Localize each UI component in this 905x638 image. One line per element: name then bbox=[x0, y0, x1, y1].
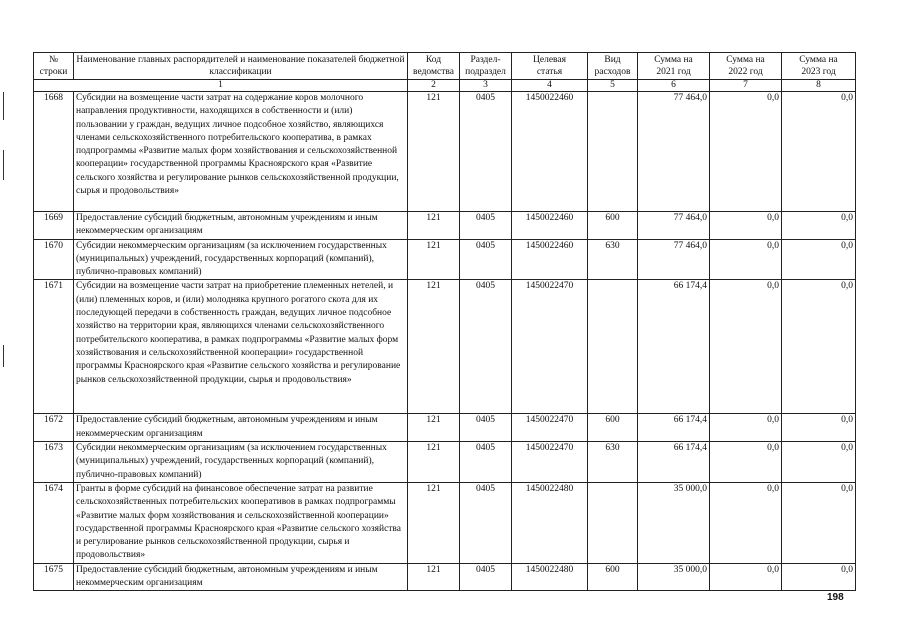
sum-2022-cell: 0,0 bbox=[710, 92, 782, 212]
sum-2021-cell: 66 174,4 bbox=[638, 442, 710, 483]
target-article-cell: 1450022480 bbox=[512, 482, 588, 563]
sum-2022-cell: 0,0 bbox=[710, 563, 782, 591]
expense-type-cell bbox=[588, 92, 638, 212]
row-number-cell: 1673 bbox=[34, 442, 74, 483]
header-sum-2023: Сумма на 2023 год bbox=[782, 53, 856, 80]
column-number: 1 bbox=[34, 80, 408, 92]
target-article-cell: 1450022470 bbox=[512, 442, 588, 483]
section-cell: 0405 bbox=[460, 239, 512, 280]
dept-code-cell: 121 bbox=[408, 442, 460, 483]
section-cell: 0405 bbox=[460, 442, 512, 483]
section-cell: 0405 bbox=[460, 563, 512, 591]
section-cell: 0405 bbox=[460, 280, 512, 414]
column-number: 6 bbox=[638, 80, 710, 92]
target-article-cell: 1450022480 bbox=[512, 563, 588, 591]
column-number: 2 bbox=[408, 80, 460, 92]
table-row bbox=[34, 563, 856, 591]
sum-2022-cell: 0,0 bbox=[710, 212, 782, 240]
column-number: 5 bbox=[588, 80, 638, 92]
sum-2023-cell: 0,0 bbox=[782, 563, 856, 591]
dept-code-cell: 121 bbox=[408, 239, 460, 280]
row-name-cell: Субсидии некоммерческим организациям (за исключением государственных (муниципальных) учреждений, государственных корпораций (компаний), публично-правовых компаний) bbox=[74, 239, 408, 280]
sum-2021-cell: 77 464,0 bbox=[638, 239, 710, 280]
margin-mark bbox=[3, 345, 4, 367]
budget-table bbox=[33, 52, 856, 591]
header-sum-2021: Сумма на 2021 год bbox=[638, 53, 710, 80]
table-body bbox=[34, 92, 856, 591]
row-number-cell: 1672 bbox=[34, 414, 74, 442]
sum-2023-cell: 0,0 bbox=[782, 212, 856, 240]
expense-type-cell: 600 bbox=[588, 414, 638, 442]
row-number-cell: 1675 bbox=[34, 563, 74, 591]
expense-type-cell bbox=[588, 280, 638, 414]
sum-2021-cell: 77 464,0 bbox=[638, 212, 710, 240]
sum-2023-cell: 0,0 bbox=[782, 414, 856, 442]
section-cell: 0405 bbox=[460, 92, 512, 212]
row-name-cell: Субсидии на возмещение части затрат на приобретение племенных нетелей, и (или) племенных коров, и (или) молодняка крупного рогатого скота для их последующей передачи в собственность граждан, ведущих личное подсобное хозяйство на территории края, являющихся членами сельскохозяйственного потребительского кооператива, в рамках подпрограммы «Развитие малых форм хозяйствования и сельскохозяйственной кооперации» государственной программы Красноярского края «Развитие сельского хозяйства и регулирование рынков сельскохозяйственной продукции, сырья и продовольствия» bbox=[74, 280, 408, 414]
dept-code-cell: 121 bbox=[408, 92, 460, 212]
expense-type-cell bbox=[588, 482, 638, 563]
expense-type-cell: 600 bbox=[588, 563, 638, 591]
row-number-cell: 1668 bbox=[34, 92, 74, 212]
header-section: Раздел- подраздел bbox=[460, 53, 512, 80]
expense-type-cell: 630 bbox=[588, 239, 638, 280]
row-name-cell: Гранты в форме субсидий на финансовое обеспечение затрат на развитие сельскохозяйственных потребительских кооперативов в рамках подпрограммы «Развитие малых форм хозяйствования и сельскохозяйственной кооперации» государственной программы Красноярского края «Развитие сельского хозяйства и регулирование рынков сельскохозяйственной продукции, сырья и продовольствия» bbox=[74, 482, 408, 563]
table-row bbox=[34, 92, 856, 212]
target-article-cell: 1450022470 bbox=[512, 280, 588, 414]
dept-code-cell: 121 bbox=[408, 482, 460, 563]
expense-type-cell: 630 bbox=[588, 442, 638, 483]
dept-code-cell: 121 bbox=[408, 414, 460, 442]
row-name-cell: Субсидии на возмещение части затрат на содержание коров молочного направления продуктивности, находящихся в собственности и (или) пользовании у граждан, ведущих личное подсобное хозяйство, являющихся членами сельскохозяйственного потребительского кооператива, в рамках подпрограммы «Развитие малых форм хозяйствования и сельскохозяйственной кооперации» государственной программы Красноярского края «Развитие сельского хозяйства и регулирование рынков сельскохозяйственной продукции, сырья и продовольствия» bbox=[74, 92, 408, 212]
sum-2021-cell: 35 000,0 bbox=[638, 563, 710, 591]
header-dept-code: Код ведомства bbox=[408, 53, 460, 80]
header-expense-type: Вид расходов bbox=[588, 53, 638, 80]
column-number: 8 bbox=[782, 80, 856, 92]
table-row bbox=[34, 239, 856, 280]
expense-type-cell: 600 bbox=[588, 212, 638, 240]
column-number: 4 bbox=[512, 80, 588, 92]
header-row bbox=[34, 53, 856, 80]
margin-mark bbox=[3, 92, 4, 120]
header-row-number: № строки bbox=[34, 53, 74, 80]
sum-2022-cell: 0,0 bbox=[710, 414, 782, 442]
dept-code-cell: 121 bbox=[408, 280, 460, 414]
row-number-cell: 1669 bbox=[34, 212, 74, 240]
margin-mark bbox=[3, 150, 4, 180]
target-article-cell: 1450022460 bbox=[512, 212, 588, 240]
section-cell: 0405 bbox=[460, 414, 512, 442]
sum-2021-cell: 35 000,0 bbox=[638, 482, 710, 563]
sum-2022-cell: 0,0 bbox=[710, 482, 782, 563]
header-target-article: Целевая статья bbox=[512, 53, 588, 80]
dept-code-cell: 121 bbox=[408, 212, 460, 240]
sum-2023-cell: 0,0 bbox=[782, 280, 856, 414]
target-article-cell: 1450022460 bbox=[512, 92, 588, 212]
sum-2023-cell: 0,0 bbox=[782, 92, 856, 212]
sum-2021-cell: 66 174,4 bbox=[638, 414, 710, 442]
page-number: 198 bbox=[827, 592, 844, 603]
header-name: Наименование главных распорядителей и наименование показателей бюджетной классификации bbox=[74, 53, 408, 80]
section-cell: 0405 bbox=[460, 212, 512, 240]
sum-2023-cell: 0,0 bbox=[782, 442, 856, 483]
row-name-cell: Предоставление субсидий бюджетным, автономным учреждениям и иным некоммерческим организациям bbox=[74, 212, 408, 240]
sum-2021-cell: 77 464,0 bbox=[638, 92, 710, 212]
table-row bbox=[34, 442, 856, 483]
column-number: 3 bbox=[460, 80, 512, 92]
header-sum-2022: Сумма на 2022 год bbox=[710, 53, 782, 80]
table-row bbox=[34, 482, 856, 563]
table-row bbox=[34, 212, 856, 240]
row-number-cell: 1674 bbox=[34, 482, 74, 563]
target-article-cell: 1450022470 bbox=[512, 414, 588, 442]
sum-2021-cell: 66 174,4 bbox=[638, 280, 710, 414]
row-number-cell: 1670 bbox=[34, 239, 74, 280]
sum-2023-cell: 0,0 bbox=[782, 239, 856, 280]
sum-2023-cell: 0,0 bbox=[782, 482, 856, 563]
section-cell: 0405 bbox=[460, 482, 512, 563]
sum-2022-cell: 0,0 bbox=[710, 280, 782, 414]
row-name-cell: Предоставление субсидий бюджетным, автономным учреждениям и иным некоммерческим организациям bbox=[74, 563, 408, 591]
target-article-cell: 1450022460 bbox=[512, 239, 588, 280]
row-number-cell: 1671 bbox=[34, 280, 74, 414]
row-name-cell: Предоставление субсидий бюджетным, автономным учреждениям и иным некоммерческим организациям bbox=[74, 414, 408, 442]
row-name-cell: Субсидии некоммерческим организациям (за исключением государственных (муниципальных) учреждений, государственных корпораций (компаний), публично-правовых компаний) bbox=[74, 442, 408, 483]
dept-code-cell: 121 bbox=[408, 563, 460, 591]
sum-2022-cell: 0,0 bbox=[710, 442, 782, 483]
table-row bbox=[34, 414, 856, 442]
sum-2022-cell: 0,0 bbox=[710, 239, 782, 280]
column-number: 7 bbox=[710, 80, 782, 92]
column-number-row bbox=[34, 80, 856, 92]
table-row bbox=[34, 280, 856, 414]
